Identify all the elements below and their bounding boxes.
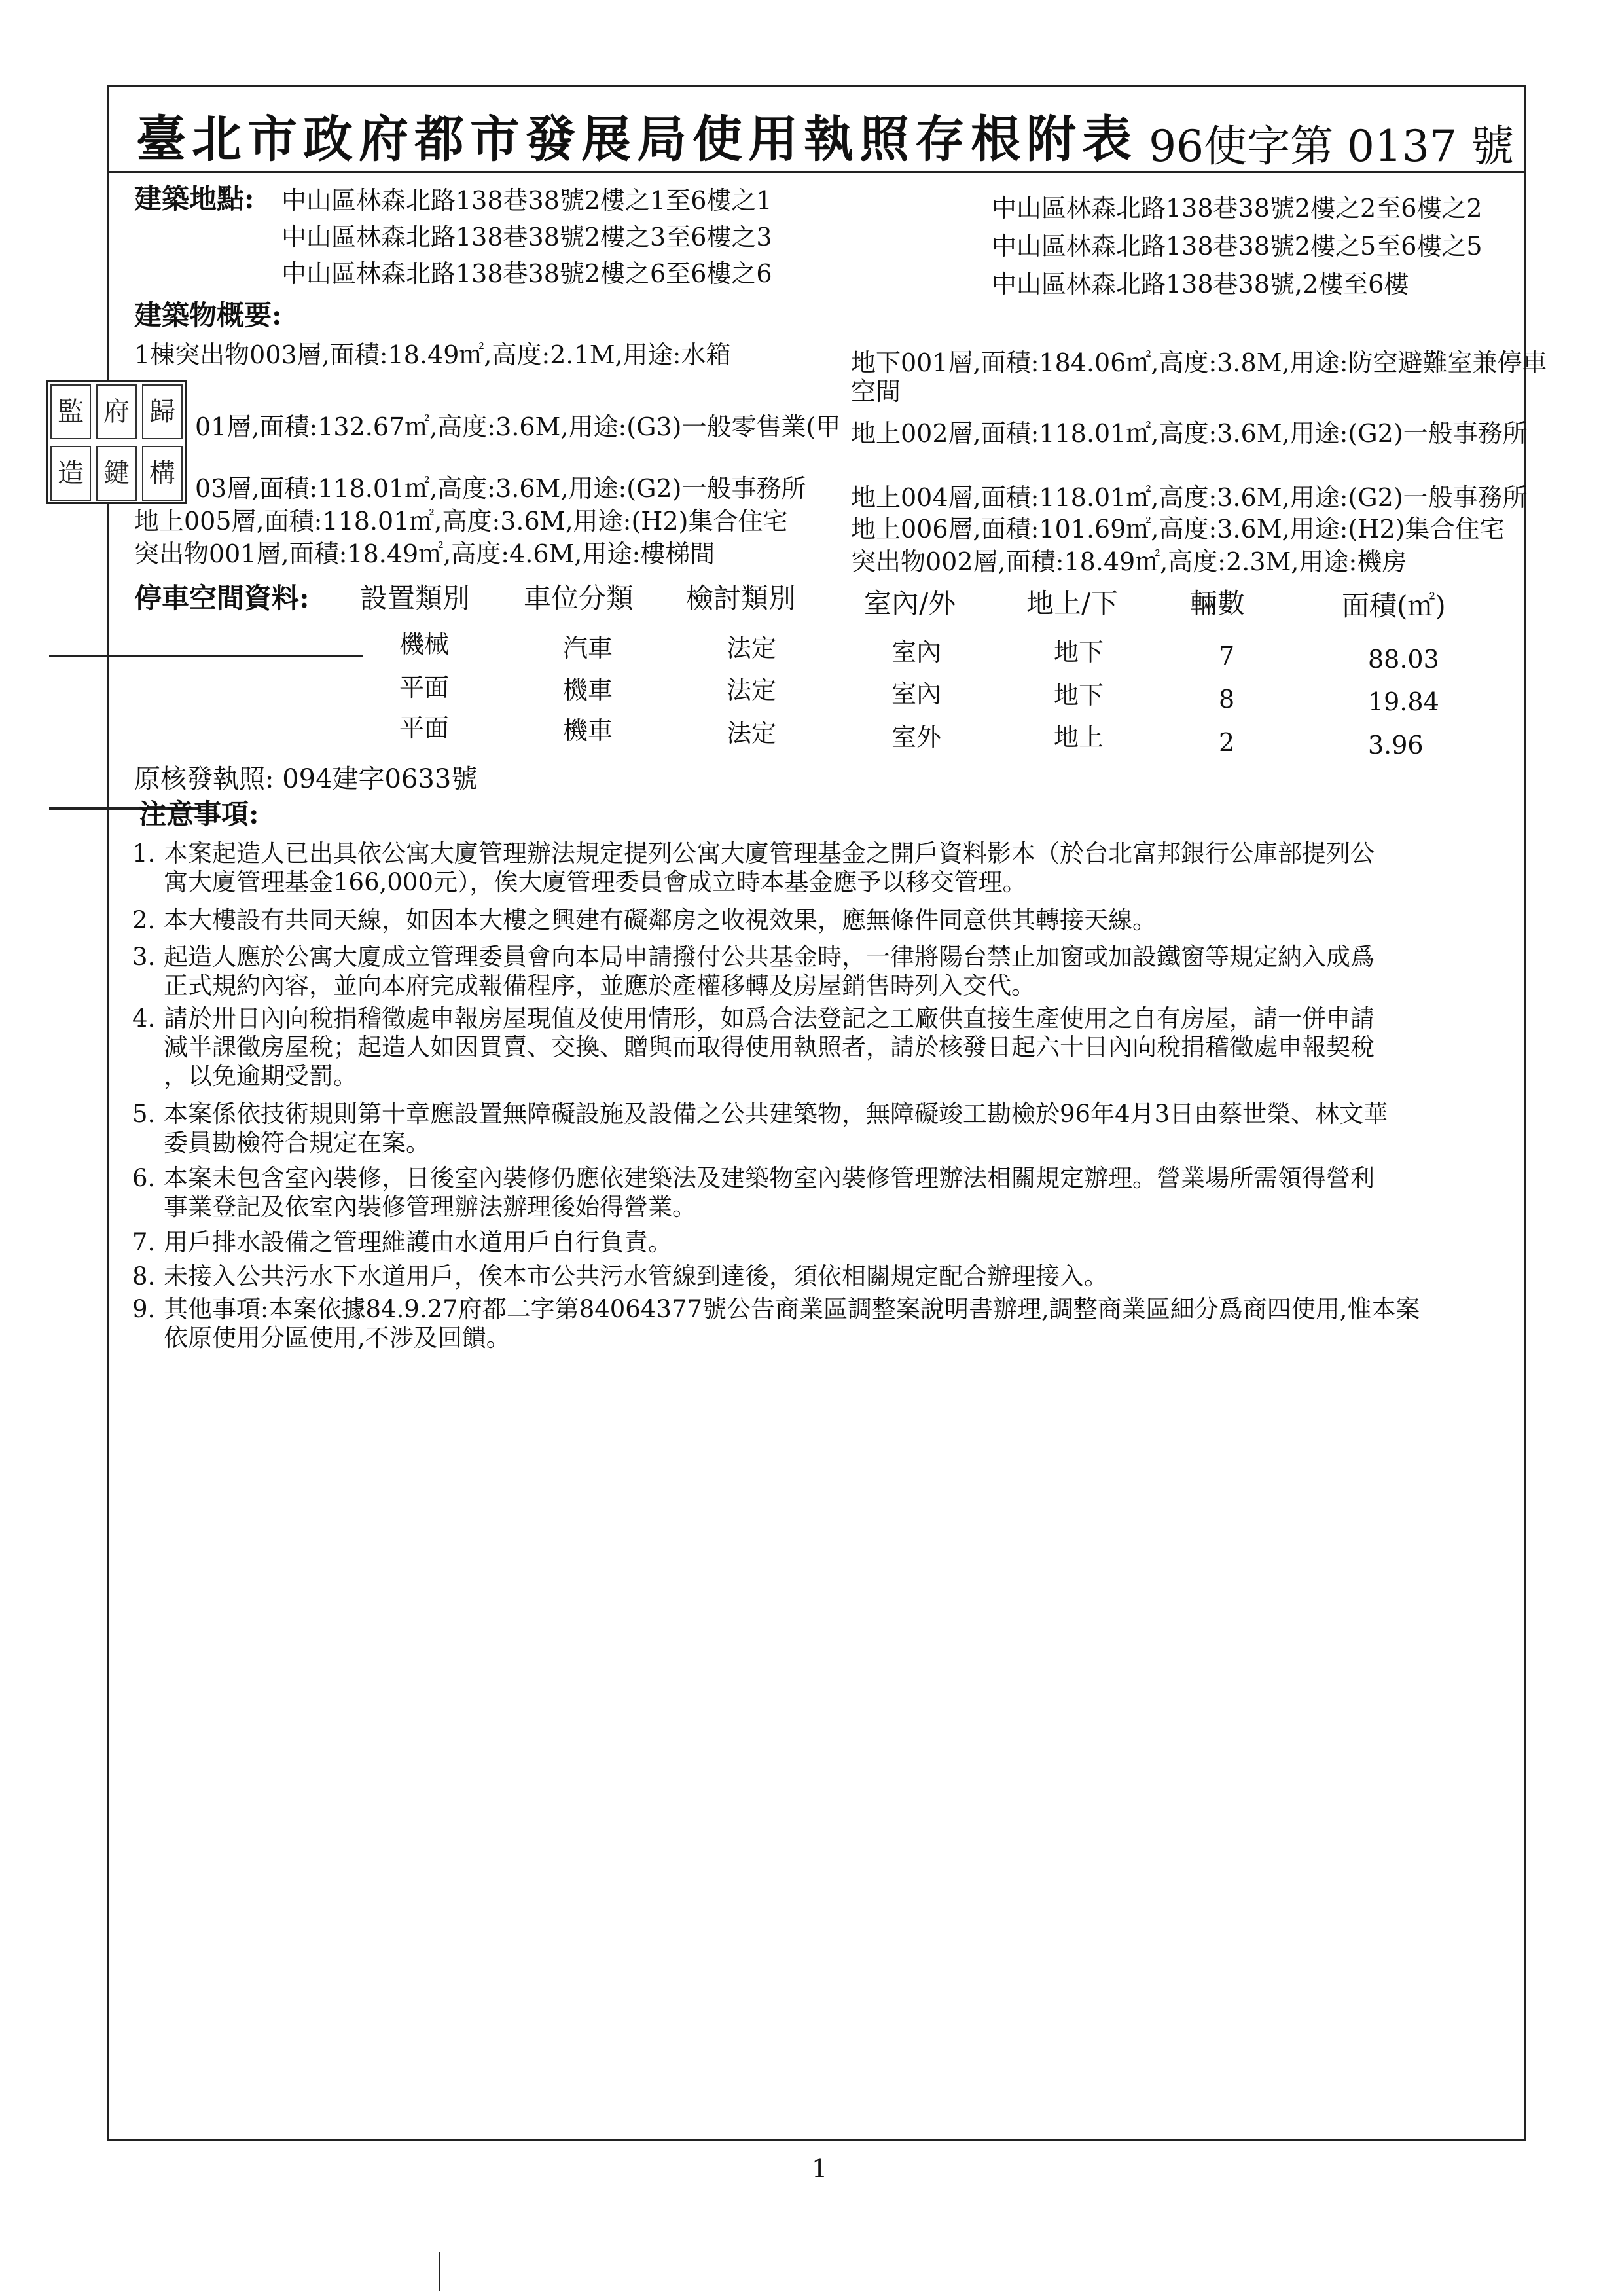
note-item <box>132 1100 1545 1157</box>
parking-cell: 19.84 <box>1368 687 1439 716</box>
parking-cell: 7 <box>1219 642 1235 670</box>
note-number: 7. <box>132 1228 156 1256</box>
notes-label: 注意事項: <box>139 798 259 830</box>
note-item <box>132 1295 1545 1353</box>
original-permit: 原核發執照: 094建字0633號 <box>134 764 478 794</box>
parking-cell: 平面 <box>399 714 450 742</box>
floor-item: 突出物001層,面積:18.49㎡,高度:4.6M,用途:樓梯間 <box>134 539 715 568</box>
parking-cell: 法定 <box>727 634 777 663</box>
floor-item: 空間 <box>851 377 901 406</box>
parking-cell: 地上 <box>1054 723 1104 752</box>
seal-char: 構 <box>142 446 183 501</box>
note-number: 8. <box>132 1262 156 1290</box>
parking-cell: 3.96 <box>1368 731 1424 759</box>
note-item <box>132 1228 1545 1257</box>
seal-char: 鍵 <box>96 446 137 501</box>
floor-item: 03層,面積:118.01㎡,高度:3.6M,用途:(G2)一般事務所 <box>195 474 806 503</box>
address-3: 中山區林森北路138巷38號2樓之3至6樓之3 <box>281 223 772 251</box>
note-line: 本大樓設有共同天線，如因本大樓之興建有礙鄰房之收視效果，應無條件同意供其轉接天線。 <box>164 906 1157 934</box>
parking-header: 輛數 <box>1190 587 1246 619</box>
page-title: 臺北市政府都市發展局使用執照存根附表 <box>136 110 1138 168</box>
floor-item: 01層,面積:132.67㎡,高度:3.6M,用途:(G3)一般零售業(甲 <box>195 412 841 441</box>
address-6: 中山區林森北路138巷38號,2樓至6樓 <box>992 270 1409 299</box>
floor-item: 地上006層,面積:101.69㎡,高度:3.6M,用途:(H2)集合住宅 <box>851 515 1505 543</box>
parking-header: 面積(㎡) <box>1342 590 1446 622</box>
note-line: 請於卅日內向稅捐稽徵處申報房屋現值及使用情形，如爲合法登記之工廠供直接生產使用之自有房屋，請一併申請 <box>164 1004 1375 1032</box>
floor-item: 地上004層,面積:118.01㎡,高度:3.6M,用途:(G2)一般事務所 <box>851 483 1528 512</box>
overview-label: 建築物概要: <box>134 299 282 331</box>
parking-cell: 室內 <box>891 638 942 666</box>
note-item <box>132 839 1545 897</box>
note-line: 正式規約內容，並向本府完成報備程序，並應於產權移轉及房屋銷售時列入交代。 <box>164 972 1035 1000</box>
note-line: 其他事項:本案依據84.9.27府都二字第84064377號公告商業區調整案說明書辦理,調整商業區細分爲商四使用,惟本案 <box>164 1295 1420 1323</box>
note-item <box>132 906 1545 935</box>
note-line: 本案係依技術規則第十章應設置無障礙設施及設備之公共建築物，無障礙竣工勘檢於96年4月3日由蔡世榮、林文華 <box>164 1100 1388 1128</box>
official-seal <box>46 380 187 504</box>
note-number: 9. <box>132 1295 156 1323</box>
note-item <box>132 1164 1545 1222</box>
note-line: 寓大廈管理基金166,000元），俟大廈管理委員會成立時本基金應予以移交管理。 <box>164 868 1027 896</box>
parking-header: 設置類別 <box>360 582 471 614</box>
floor-item: 地下001層,面積:184.06㎡,高度:3.8M,用途:防空避難室兼停車 <box>851 348 1547 377</box>
floor-item: 地上005層,面積:118.01㎡,高度:3.6M,用途:(H2)集合住宅 <box>134 507 788 536</box>
floor-item: 突出物002層,面積:18.49㎡,高度:2.3M,用途:機房 <box>851 547 1407 576</box>
parking-cell: 2 <box>1219 728 1235 757</box>
note-line: 本案起造人已出具依公寓大廈管理辦法規定提列公寓大廈管理基金之開戶資料影本（於台北富邦銀行公庫部提列公 <box>164 839 1375 867</box>
parking-label: 停車空間資料: <box>134 582 310 614</box>
page-number: 1 <box>812 2154 828 2183</box>
parking-cell: 平面 <box>399 673 450 702</box>
parking-cell: 8 <box>1219 685 1235 714</box>
parking-cell: 地下 <box>1054 638 1104 666</box>
seal-char: 歸 <box>142 384 183 439</box>
scan-mark <box>439 2252 440 2291</box>
note-line: 依原使用分區使用,不涉及回饋。 <box>164 1324 511 1352</box>
note-line: 事業登記及依室內裝修管理辦法辦理後始得營業。 <box>164 1193 696 1221</box>
note-line: 減半課徵房屋稅；起造人如因買賣、交換、贈與而取得使用執照者，請於核發日起六十日內向稅捐稽徵處申報契稅 <box>164 1033 1375 1061</box>
parking-cell: 法定 <box>727 676 777 704</box>
parking-cell: 汽車 <box>563 634 613 663</box>
note-number: 4. <box>132 1004 156 1032</box>
seal-char: 府 <box>96 384 137 439</box>
parking-cell: 機械 <box>399 630 450 659</box>
note-item <box>132 1262 1545 1291</box>
parking-header: 車位分類 <box>524 582 634 614</box>
seal-char-hidden <box>190 458 195 487</box>
parking-header: 室內/外 <box>864 587 956 619</box>
parking-cell: 機車 <box>563 716 613 745</box>
note-line: 用戶排水設備之管理維護由水道用戶自行負責。 <box>164 1228 672 1256</box>
note-item <box>132 1004 1545 1091</box>
parking-cell: 88.03 <box>1368 645 1439 674</box>
floor-item: 地上002層,面積:118.01㎡,高度:3.6M,用途:(G2)一般事務所 <box>851 419 1528 448</box>
note-line: 委員勘檢符合規定在案。 <box>164 1129 430 1157</box>
note-line: ，以免逾期受罰。 <box>164 1062 357 1090</box>
title-row <box>107 85 1526 173</box>
permit-number: 96使字第 0137 號 <box>1149 121 1514 172</box>
address-1: 中山區林森北路138巷38號2樓之1至6樓之1 <box>281 186 772 215</box>
parking-header: 檢討類別 <box>686 582 797 614</box>
note-number: 1. <box>132 839 156 867</box>
note-item <box>132 943 1545 1000</box>
note-number: 3. <box>132 943 156 971</box>
seal-char: 造 <box>50 446 91 501</box>
address-4: 中山區林森北路138巷38號2樓之5至6樓之5 <box>992 232 1483 261</box>
seal-char: 監 <box>50 384 91 439</box>
parking-cell: 法定 <box>727 719 777 748</box>
address-5: 中山區林森北路138巷38號2樓之6至6樓之6 <box>281 259 772 288</box>
note-number: 2. <box>132 906 156 934</box>
note-number: 6. <box>132 1164 156 1192</box>
parking-cell: 地下 <box>1054 681 1104 710</box>
seal-char-hidden <box>190 401 195 429</box>
parking-header: 地上/下 <box>1026 587 1119 619</box>
address-2: 中山區林森北路138巷38號2樓之2至6樓之2 <box>992 194 1483 223</box>
note-line: 未接入公共污水下水道用戶，俟本市公共污水管線到達後，須依相關規定配合辦理接入。 <box>164 1262 1108 1290</box>
note-line: 本案未包含室內裝修，日後室內裝修仍應依建築法及建築物室內裝修管理辦法相關規定辦理。營業場所需領得營利 <box>164 1164 1375 1192</box>
parking-cell: 室內 <box>891 680 942 708</box>
note-line: 起造人應於公寓大廈成立管理委員會向本局申請撥付公共基金時，一律將陽台禁止加窗或加設鐵窗等規定納入成爲 <box>164 943 1375 971</box>
note-number: 5. <box>132 1100 156 1128</box>
parking-cell: 室外 <box>891 723 942 752</box>
floor-item: 1棟突出物003層,面積:18.49㎡,高度:2.1M,用途:水箱 <box>134 340 731 369</box>
parking-cell: 機車 <box>563 676 613 704</box>
scan-mark <box>49 655 363 657</box>
location-label: 建築地點: <box>134 183 255 215</box>
